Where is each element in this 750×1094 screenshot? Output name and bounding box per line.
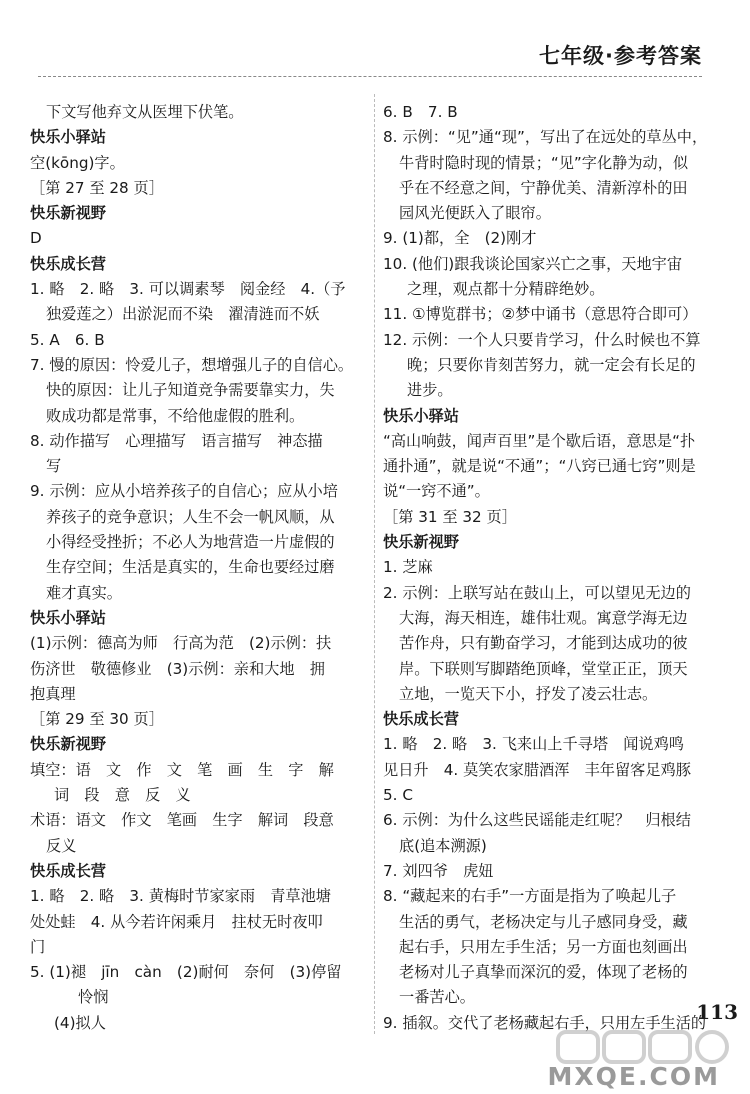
- text-line: 难才真实。: [46, 583, 122, 602]
- text-line: 术语：语文 作文 笔画 生字 解词 段意: [30, 811, 334, 830]
- text-line: 牛背时隐时现的情景；“见”字化静为动，似: [399, 153, 689, 172]
- left-column: [30, 100, 368, 1036]
- section-heading: 快乐小驿站: [30, 608, 106, 627]
- text-line: 门: [30, 937, 46, 956]
- section-heading: 快乐成长营: [30, 861, 106, 880]
- text-line: 5. C: [383, 786, 413, 805]
- text-line: 见日升 4. 莫笑农家腊酒浑 丰年留客足鸡豚: [383, 760, 691, 779]
- text-line: “高山响鼓，闻声百里”是个歇后语，意思是“扑: [383, 431, 696, 450]
- text-line: 乎在不经意之间，宁静优美、清新淳朴的田: [399, 178, 688, 197]
- text-line: 说“一窍不通”。: [383, 482, 490, 501]
- text-line: 1. 略 2. 略 3. 黄梅时节家家雨 青草池塘: [30, 887, 331, 906]
- text-line: 1. 略 2. 略 3. 飞来山上千寻塔 闻说鸡鸣: [383, 735, 684, 754]
- text-line: 填空：语 文 作 文 笔 画 生 字 解: [30, 760, 334, 779]
- text-line: 一番苦心。: [399, 988, 475, 1007]
- text-line: 12. 示例：一个人只要肯学习，什么时候也不算: [383, 330, 701, 349]
- text-line: 独爱莲之）出淤泥而不染 濯清涟而不妖: [46, 305, 320, 324]
- text-line: 怜悯: [78, 988, 109, 1007]
- text-line: 下文写他弃文从医埋下伏笔。: [46, 103, 244, 121]
- text-line: 生存空间；生活是真实的，生命也要经过磨: [46, 558, 335, 577]
- text-line: 生活的勇气，老杨决定与儿子感同身受，藏: [399, 912, 688, 931]
- text-line: 1. 芝麻: [383, 558, 433, 577]
- text-line: 9. (1)都，全 (2)刚才: [383, 229, 537, 248]
- text-line: 5. A 6. B: [30, 330, 105, 349]
- text-line: (1)示例：德高为师 行高为范 (2)示例：扶: [30, 634, 332, 653]
- text-line: 11. ①博览群书；②梦中诵书（意思符合即可）: [383, 305, 698, 324]
- section-heading: 快乐新视野: [383, 533, 459, 552]
- text-line: 起右手，只用左手生活；另一方面也刻画出: [399, 937, 688, 956]
- section-heading: 快乐成长营: [30, 254, 106, 273]
- text-line: 6. 示例：为什么这些民谣能走红呢？ 归根结: [383, 811, 691, 830]
- text-line: 8. 动作描写 心理描写 语言描写 神态描: [30, 431, 323, 450]
- text-line: 养孩子的竞争意识；人生不会一帆风顺，从: [46, 507, 335, 526]
- text-line: ［第 27 至 28 页］: [30, 178, 164, 197]
- text-line: 1. 略 2. 略 3. 可以调素琴 阅金经 4.（予: [30, 280, 346, 299]
- text-line: 2. 示例：上联写站在鼓山上，可以望见无边的: [383, 583, 691, 602]
- text-line: 8. 示例：“见”通“现”，写出了在远处的草丛中，: [383, 128, 708, 147]
- text-line: 晚；只要你肯刻苦努力，就一定会有长足的: [407, 355, 696, 374]
- text-line: 词 段 意 反 义: [54, 786, 191, 805]
- section-heading: 快乐小驿站: [30, 128, 106, 147]
- text-line: 败成功都是常事，不给他虚假的胜利。: [46, 406, 305, 425]
- section-heading: 快乐小驿站: [383, 406, 459, 425]
- text-line: 通扑通”，就是说“不通”；“八窍已通七窍”则是: [383, 457, 696, 476]
- column-divider: [374, 94, 375, 1034]
- text-line: 写: [46, 457, 62, 476]
- text-line: 苦作舟，只有勤奋学习，才能到达成功的彼: [399, 634, 688, 653]
- page-number: 113: [696, 1000, 738, 1024]
- text-line: 反义: [46, 836, 77, 855]
- text-line: 立地，一览天下小，抒发了凌云壮志。: [399, 684, 658, 703]
- text-line: 老杨对儿子真挚而深沉的爱，体现了老杨的: [399, 963, 688, 982]
- right-column: [383, 100, 713, 1036]
- text-line: 小得经受挫折；不必人为地营造一片虚假的: [46, 533, 335, 552]
- text-line: ［第 31 至 32 页］: [383, 507, 517, 526]
- text-line: 10. (他们)跟我谈论国家兴亡之事，天地宇宙: [383, 254, 683, 273]
- text-line: 处处蛙 4. 从今若许闲乘月 拄杖无时夜叩: [30, 912, 323, 931]
- text-line: 5. (1)褪 jīn càn (2)耐何 奈何 (3)停留: [30, 963, 342, 982]
- header-rule: [38, 76, 702, 77]
- text-line: 空(kōng)字。: [30, 153, 125, 172]
- text-line: 园风光便跃入了眼帘。: [399, 204, 551, 223]
- text-line: 8. “藏起来的右手”一方面是指为了唤起儿子: [383, 887, 677, 906]
- text-line: ［第 29 至 30 页］: [30, 710, 164, 729]
- watermark-text: MXQE.COM: [547, 1062, 720, 1091]
- section-heading: 快乐成长营: [383, 710, 459, 729]
- text-line: 抱真理: [30, 684, 76, 703]
- text-line: 9. 插叙。交代了老杨藏起右手，只用左手生活的: [383, 1013, 707, 1032]
- text-line: 进步。: [407, 381, 453, 400]
- section-heading: 快乐新视野: [30, 735, 106, 754]
- text-line: 6. B 7. B: [383, 103, 458, 121]
- page-header-title: 七年级·参考答案: [539, 44, 702, 68]
- text-line: 底(追本溯源): [399, 836, 487, 855]
- text-line: D: [30, 229, 42, 248]
- text-line: (4)拟人: [54, 1013, 106, 1032]
- text-line: 大海，海天相连，雄伟壮观。寓意学海无边: [399, 608, 688, 627]
- text-line: 9. 示例：应从小培养孩子的自信心；应从小培: [30, 482, 338, 501]
- text-line: 7. 慢的原因：怜爱儿子，想增强儿子的自信心。: [30, 355, 354, 374]
- text-line: 7. 刘四爷 虎妞: [383, 861, 494, 880]
- text-line: 伤济世 敬德修业 (3)示例：亲和大地 拥: [30, 659, 325, 678]
- text-line: 岸。下联则写脚踏绝顶峰，堂堂正正，顶天: [399, 659, 688, 678]
- section-heading: 快乐新视野: [30, 204, 106, 223]
- text-line: 快的原因：让儿子知道竞争需要靠实力，失: [46, 381, 335, 400]
- text-line: 之理，观点都十分精辟绝妙。: [407, 280, 605, 299]
